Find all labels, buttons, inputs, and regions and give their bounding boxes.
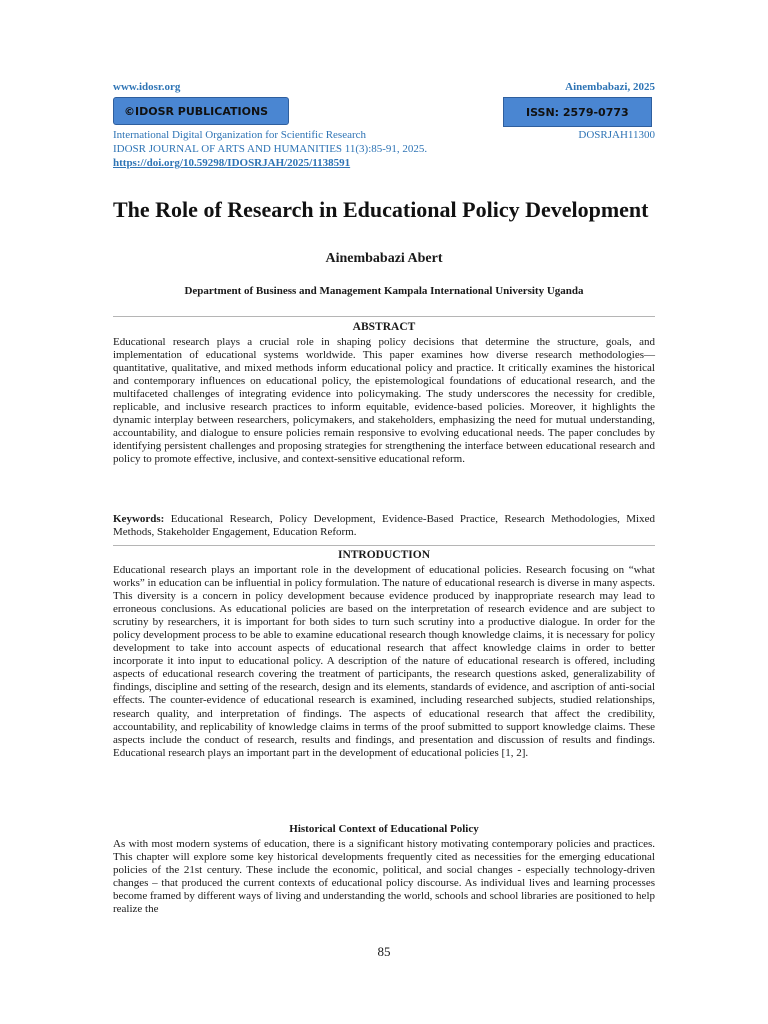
document-code: DOSRJAH11300: [578, 129, 655, 141]
page-number: 85: [377, 944, 391, 959]
author-name: Ainembabazi Abert: [325, 251, 443, 266]
historical-context-text: As with most modern systems of education, there is a significant history motivating contemporary policies and practices. This chapter will explore some key historical developments frequently cited as necessities for the emerging educational policies of the 21st century. These include the economic, political, and social changes - especially technology-driven changes – that produced the current contexts of educational policy discourse. As individual lives and learning processes become framed by different ways of living and understanding the world, schools and school libraries are positioned to help realize the: [113, 838, 655, 916]
historical-context-heading: Historical Context of Educational Policy: [289, 823, 479, 835]
keywords-label: Keywords:: [113, 513, 165, 525]
site-url[interactable]: www.idosr.org: [113, 81, 181, 93]
introduction-text: Educational research plays an important role in the development of educational policies. Research focusing on “what works” in education can be influential in policy formulation. The nature of educational research is diverse in many aspects. This diversity is a concern in policy development because evidence produced by inappropriate research may lead to erroneous conclusions. As educational policies are based on the interpretation of research evidence and are subject to scrutiny by researchers, it is important for both sides to turn such scrutiny into a productive dialogue. In order for the policy development process to be able to examine educational research though knowledge claims, it is necessary for policy development to take into account aspects of educational research that affect knowledge claims in order to better incorporate it into input to educational policy. A description of the nature of educational research is offered, including aspects of educational research covering the treatment of participants, the research questions asked, generalizability of findings, discipline and setting of the research, design and its elements, standards of evidence, and ascription of anti-social effects. The counter-evidence of educational research is examined, including researched subjects, studied relationships, research quality, and interpretation of findings. The aspects of educational research that affect the credibility, accountability, and replicability of knowledge claims in terms of the proof submitted to support knowledge claims. These aspects include the conduct of research, results and findings, and presentation and discussion of results and findings. Educational research plays an important part in the development of educational policies [1, 2].: [113, 564, 655, 759]
introduction-heading: INTRODUCTION: [337, 549, 430, 561]
issn-badge: [503, 97, 652, 127]
author-affiliation: Department of Business and Management Kampala International University Uganda: [184, 285, 584, 297]
abstract-heading: ABSTRACT: [352, 321, 416, 333]
organization-name: International Digital Organization for Scientific Research: [113, 129, 367, 141]
divider: [113, 316, 655, 317]
publisher-badge: [113, 97, 289, 125]
doi-link[interactable]: https://doi.org/10.59298/IDOSRJAH/2025/1138591: [113, 157, 351, 169]
issn-badge-label: ISSN: 2579-0773: [526, 105, 629, 119]
header-author-year: Ainembabazi, 2025: [565, 81, 655, 93]
keywords: [113, 513, 655, 539]
abstract-text: Educational research plays a crucial role in shaping policy decisions that determine the structure, goals, and implementation of educational systems worldwide. This paper examines how diverse research methodologies—quantitative, qualitative, and mixed methods inform educational policy and practice. It critically examines the historical and contemporary influences on educational policy, the epistemological foundations of educational research, and the multifaceted challenges of integrating evidence into policymaking. The study underscores the necessity for credible, replicable, and inclusive research practices to inform equitable, evidence-based policies. Moreover, it highlights the dynamic interplay between researchers, policymakers, and stakeholders, emphasizing the need for mutual understanding, accountability, and dialogue to ensure policies remain responsive to evolving educational needs. The paper concludes by identifying persistent challenges and proposing strategies for strengthening the interface between educational research and policy to promote effective, inclusive, and context-sensitive educational reform.: [113, 336, 655, 466]
paper-title: The Role of Research in Educational Policy Development: [113, 197, 649, 222]
divider: [113, 545, 655, 546]
journal-citation: IDOSR JOURNAL OF ARTS AND HUMANITIES 11(3):85-91, 2025.: [113, 143, 428, 155]
keywords-list: Educational Research, Policy Development, Evidence-Based Practice, Research Methodologies, Mixed Methods, Stakeholder Engagement, Education Reform.: [113, 513, 655, 539]
publisher-badge-label: ©IDOSR PUBLICATIONS: [124, 104, 269, 118]
